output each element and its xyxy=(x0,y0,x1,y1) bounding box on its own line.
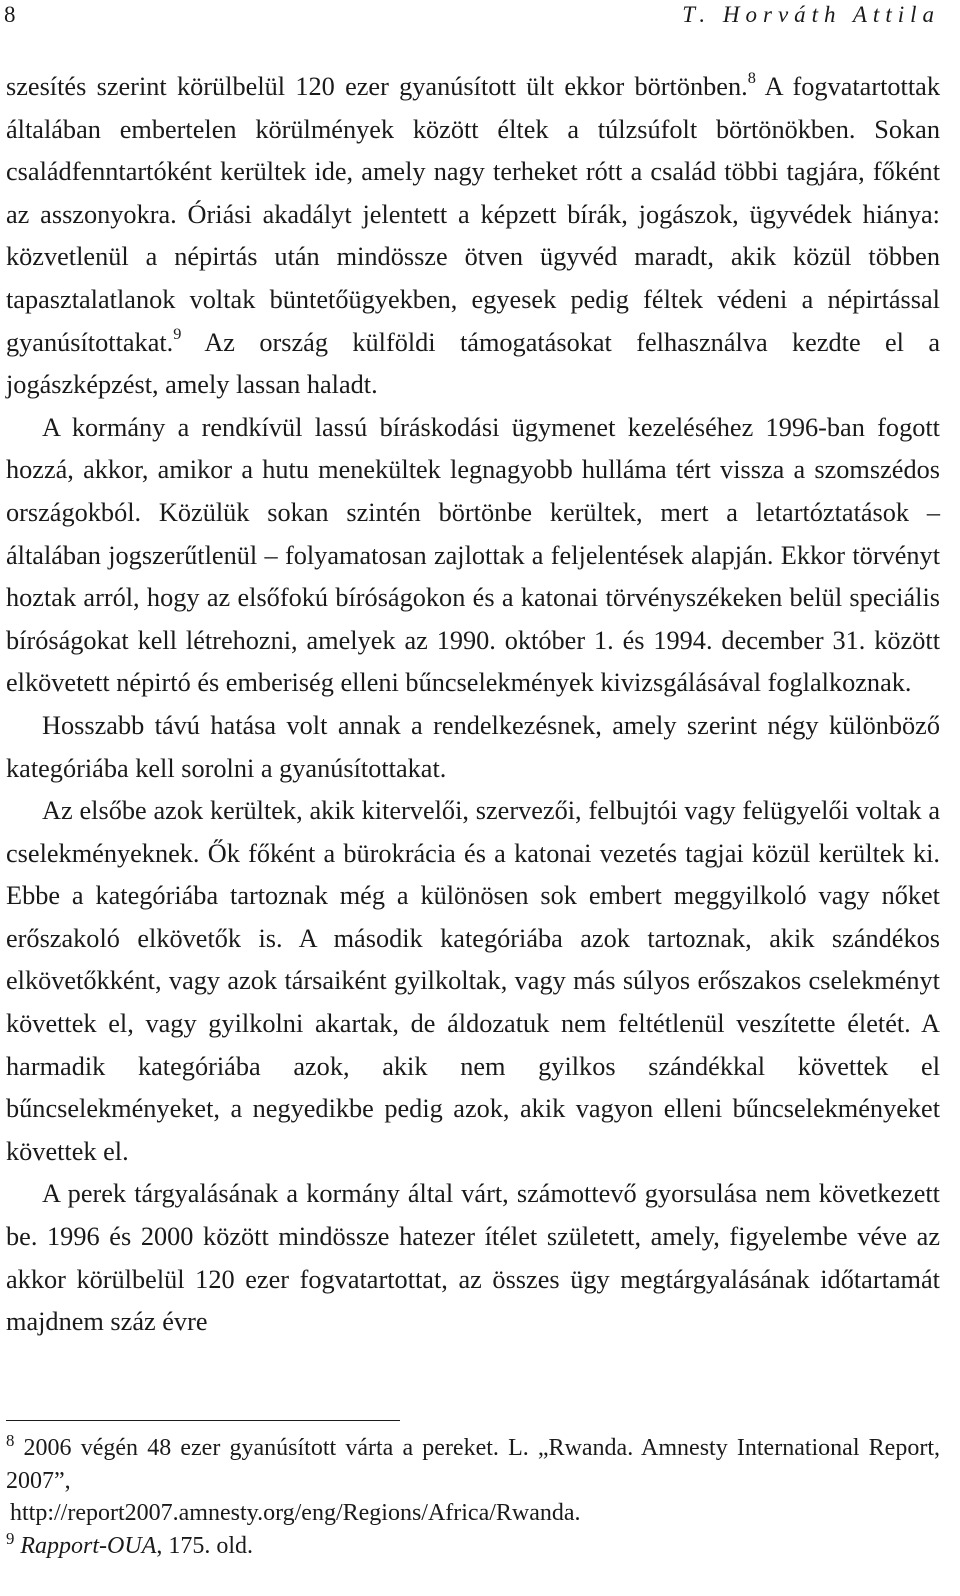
paragraph-1-text-b: A fogvatartottak általában embertelen körülmények között éltek a túlzsúfolt börtönökben. Sokan családfenntartóként kerültek ide, amely nagy terheket rótt a család többi tagjára, főként az asszonyokra. Óriási akadályt jelentett a képzett bírák, jogászok, ügyvédek hiánya: közvetlenül a népirtás után mindössze ötven ügyvéd maradt, akik közül többen tapasztalatlanok voltak büntetőügyekben, egyesek pedig féltek védeni a népirtással gyanúsítottakat. xyxy=(6,72,940,357)
footnote-ref-9[interactable]: 9 xyxy=(173,323,182,343)
paragraph-4: Az elsőbe azok kerültek, akik kitervelői, szervezői, felbujtói vagy felügyelői voltak a cselekményeknek. Ők főként a bürokrácia és a katonai vezetés tagjai közül kerültek ki. Ebbe a kategóriába tartoznak még a különösen sok embert meggyilkoló vagy nőket erőszakoló elkövetők is. A második kategóriába azok tartoznak, akik szándékos elkövetőkként, vagy azok társaiként gyilkoltak, vagy más súlyos erőszakos cselekményt követtek el, vagy gyilkolni akartak, de áldozatuk nem feltétlenül veszítette életét. A harmadik kategóriába azok, akik nem gyilkos szándékkal követtek el bűncselekményeket, a negyedikbe pedig azok, akik vagyon elleni bűncselekményeket követtek el. xyxy=(6,796,940,1166)
footnote-8-url[interactable]: http://report2007.amnesty.org/eng/Regions/Africa/Rwanda. xyxy=(10,1500,581,1526)
paragraph-5: A perek tárgyalásának a kormány által várt, számottevő gyorsulása nem következett be. 1996 és 2000 között mindössze hatezer ítélet született, amely, figyelembe véve az akkor körülbelül 120 ezer fogvatartottat, az összes ügy megtárgyalásának időtartamát majdnem száz évre xyxy=(6,1179,940,1337)
footnote-8-text: 2006 végén 48 ezer gyanúsított várta a pereket. L. „Rwanda. Amnesty International Report, 2007”, xyxy=(6,1435,940,1494)
footnote-8-number: 8 xyxy=(6,1430,15,1450)
footnotes xyxy=(6,1432,940,1562)
paragraph-2: A kormány a rendkívül lassú bíráskodási ügymenet kezeléséhez 1996-ban fogott hozzá, akkor, amikor a hutu menekültek legnagyobb hulláma tért vissza a szomszédos országokból. Közülük sokan szintén börtönbe kerültek, mert a letartóztatások – általában jogszerűtlenül – folyamatosan zajlottak a feljelentések alapján. Ekkor törvényt hoztak arról, hogy az elsőfokú bíróságokon és a katonai törvényszékeken belül speciális bíróságokat kell létrehozni, amelyek az 1990. október 1. és 1994. december 31. között elkövetett népirtó és emberiség elleni bűncselekmények kivizsgálásával foglalkoznak. xyxy=(6,412,940,698)
paragraph-1-text-c: Az ország külföldi támogatásokat felhasználva kezdte el a jogászképzést, amely lassan haladt. xyxy=(6,327,940,400)
footnote-ref-8[interactable]: 8 xyxy=(747,67,756,87)
page-number: 8 xyxy=(4,2,16,27)
paragraph-1 xyxy=(6,66,940,407)
footnote-9-number: 9 xyxy=(6,1528,15,1548)
page-header xyxy=(4,0,940,30)
footnote-9-text: , 175. old. xyxy=(156,1532,254,1559)
running-head: T. Horváth Attila xyxy=(682,2,940,27)
footnote-divider xyxy=(6,1420,400,1421)
footnote-9 xyxy=(6,1530,940,1563)
body-text xyxy=(6,66,940,1344)
footnote-8 xyxy=(6,1432,940,1497)
paragraph-3: Hosszabb távú hatása volt annak a rendelkezésnek, amely szerint négy különböző kategóriába kell sorolni a gyanúsítottakat. xyxy=(6,710,940,783)
footnote-9-title: Rapport-OUA xyxy=(20,1532,157,1559)
paragraph-1-text-a: szesítés szerint körülbelül 120 ezer gyanúsított ült ekkor börtönben. xyxy=(6,72,748,101)
